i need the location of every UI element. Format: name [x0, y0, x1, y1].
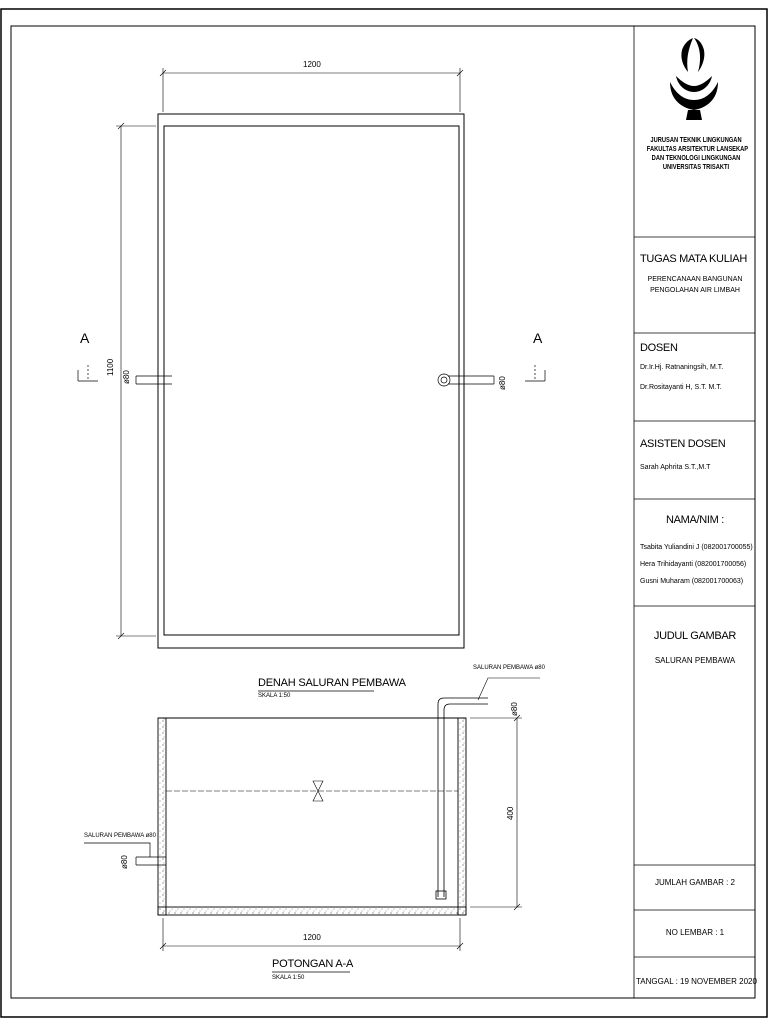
section-title: POTONGAN A-A: [272, 958, 354, 970]
lecturer-heading: DOSEN: [640, 342, 678, 354]
plan-inlet-pipe-left: [136, 376, 172, 384]
course-name-line: PERENCANAAN BANGUNAN: [647, 276, 743, 283]
sheet-number: NO LEMBAR : 1: [665, 928, 725, 937]
section-mark-left: A: [80, 330, 90, 346]
institution-line: DAN TEKNOLOGI LINGKUNGAN: [651, 155, 741, 162]
students-heading: NAMA/NIM :: [665, 514, 725, 526]
plan-scale: SKALA 1:50: [258, 693, 291, 699]
section-pipe-label-top: SALURAN PEMBAWA ø80: [473, 665, 545, 671]
plan-width-dimension: [160, 68, 463, 112]
section-pipe-label-left: SALURAN PEMBAWA ø80: [84, 833, 156, 839]
plan-pipe-dim-left: ø80: [122, 370, 131, 384]
student-entry: Gusni Muharam (082001700063): [640, 578, 744, 585]
lecturer-name: Dr.Rositayanti H, S.T. M.T.: [640, 384, 722, 391]
course-name-line: PENGOLAHAN AIR LIMBAH: [650, 287, 740, 294]
top-pipe-leader: [478, 678, 540, 700]
water-level: [166, 781, 458, 801]
student-entry: Hera Trihidayanti (082001700056): [640, 561, 747, 568]
section-tank: [158, 718, 466, 915]
section-height-label: 400: [506, 806, 515, 820]
section-pipe-dim-left: ø80: [120, 855, 129, 869]
plan-tank: [158, 114, 464, 648]
section-mark-right: A: [533, 330, 543, 346]
inner-border: [11, 26, 755, 998]
plan-outlet-pipe-right: [438, 374, 494, 386]
section-marker-right: [525, 365, 545, 381]
university-logo: [670, 38, 718, 120]
plan-title: DENAH SALURAN PEMBAWA: [258, 677, 406, 689]
institution-line: FAKULTAS ARSITEKTUR LANSEKAP: [646, 146, 749, 153]
assistant-heading: ASISTEN DOSEN: [640, 438, 726, 450]
section-marker-left: [78, 365, 98, 381]
section-width-label: 1200: [303, 933, 321, 942]
plan-width-label: 1200: [303, 60, 321, 69]
institution-line: UNIVERSITAS TRISAKTI: [662, 164, 730, 171]
section-pipe-dim-top: ø80: [510, 702, 519, 716]
plan-pipe-dim-right: ø80: [498, 376, 507, 390]
lecturer-name: Dr.Ir.Hj. Ratnaningsih, M.T.: [640, 364, 724, 371]
drawing-date: TANGGAL : 19 NOVEMBER 2020: [636, 977, 757, 986]
drawing-title-heading: JUDUL GAMBAR: [653, 630, 737, 642]
assistant-name: Sarah Aphrita S.T.,M.T: [640, 464, 711, 471]
sheet-count: JUMLAH GAMBAR : 2: [654, 878, 735, 887]
course-heading: TUGAS MATA KULIAH: [640, 253, 747, 265]
drawing-title-value: SALURAN PEMBAWA: [654, 656, 736, 665]
institution-line: JURUSAN TEKNIK LINGKUNGAN: [650, 137, 742, 144]
institution-block: [646, 136, 749, 172]
section-scale: SKALA 1:50: [272, 975, 305, 981]
plan-height-label: 1100: [106, 358, 115, 376]
student-entry: Tsabita Yuliandini J (082001700055): [640, 544, 753, 551]
